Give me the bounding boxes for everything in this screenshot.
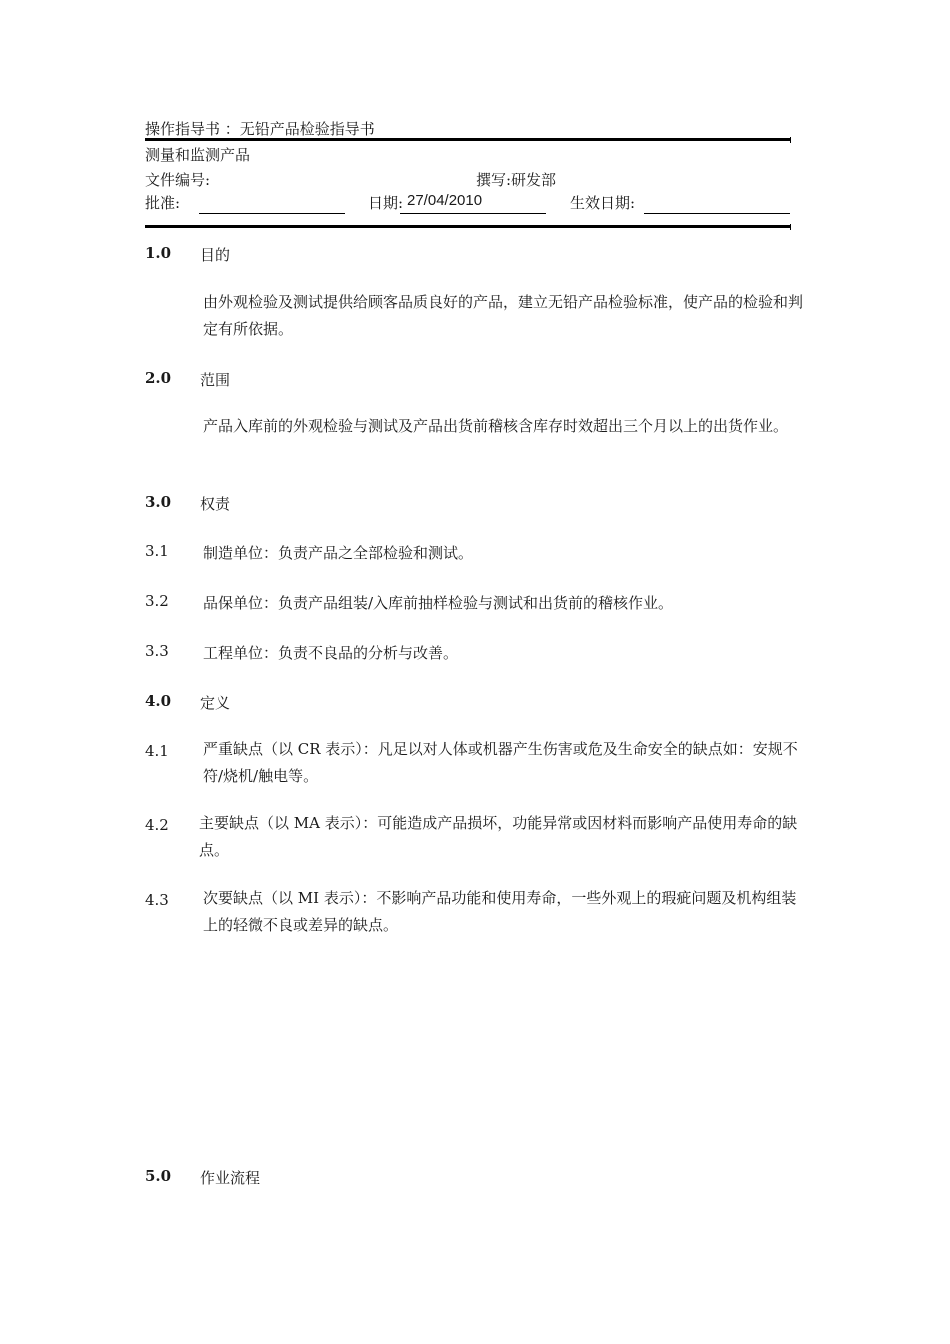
item-3-1-text: 制造单位：负责产品之全部检验和测试。 — [203, 544, 474, 562]
author-label: 撰写:研发部 — [476, 171, 557, 189]
section-5-number: 5.0 — [145, 1167, 172, 1185]
doc-subtitle: 测量和监测产品 — [145, 146, 251, 164]
approve-label: 批准: — [145, 194, 181, 212]
header-rule-top-end — [790, 137, 791, 143]
item-3-2-text: 品保单位：负责产品组装/入库前抽样检验与测试和出货前的稽核作业。 — [203, 594, 674, 612]
item-3-3-text: 工程单位：负责不良品的分析与改善。 — [203, 644, 459, 662]
section-2-body: 产品入库前的外观检验与测试及产品出货前稽核含库存时效超出三个月以上的出货作业。 — [203, 417, 789, 435]
doc-number-label: 文件编号: — [145, 171, 211, 189]
item-4-3-number: 4.3 — [145, 891, 169, 909]
item-4-3-text: 次要缺点（以 MI 表示）：不影响产品功能和使用寿命，一些外观上的瑕疵问题及机构组装上的轻微不良或差异的缺点。 — [203, 889, 797, 934]
approve-underline — [199, 213, 345, 214]
item-4-1-number: 4.1 — [145, 742, 169, 760]
doc-title: 操作指导书 ：无铅产品检验指导书 — [145, 120, 375, 138]
section-5-title: 作业流程 — [200, 1169, 261, 1187]
item-3-3-number: 3.3 — [145, 642, 169, 660]
item-3-1-number: 3.1 — [145, 542, 169, 560]
header-rule-bottom-end — [790, 224, 791, 230]
item-4-2-text: 主要缺点（以 MA 表示）：可能造成产品损坏，功能异常或因材料而影响产品使用寿命的缺点。 — [199, 814, 798, 859]
section-1-title: 目的 — [200, 246, 231, 264]
section-4-title: 定义 — [200, 694, 231, 712]
header-rule-bottom — [145, 225, 791, 228]
section-1-number: 1.0 — [145, 244, 172, 262]
effective-date-underline — [644, 213, 790, 214]
date-value: 27/04/2010 — [407, 192, 483, 209]
section-4-number: 4.0 — [145, 692, 172, 710]
date-underline — [400, 213, 546, 214]
item-4-1-text: 严重缺点（以 CR 表示）：凡足以对人体或机器产生伤害或危及生命安全的缺点如：安规不符/烧机/触电等。 — [203, 740, 798, 785]
date-label: 日期: — [368, 194, 404, 212]
section-2-number: 2.0 — [145, 369, 172, 387]
header-rule-top — [145, 138, 791, 141]
item-4-2-number: 4.2 — [145, 816, 169, 834]
section-3-title: 权责 — [200, 495, 231, 513]
item-3-2-number: 3.2 — [145, 592, 169, 610]
section-3-number: 3.0 — [145, 493, 172, 511]
section-2-title: 范围 — [200, 371, 231, 389]
effective-date-label: 生效日期: — [570, 194, 636, 212]
section-1-body: 由外观检验及测试提供给顾客品质良好的产品，建立无铅产品检验标准，使产品的检验和判定有所依据。 — [203, 293, 804, 338]
